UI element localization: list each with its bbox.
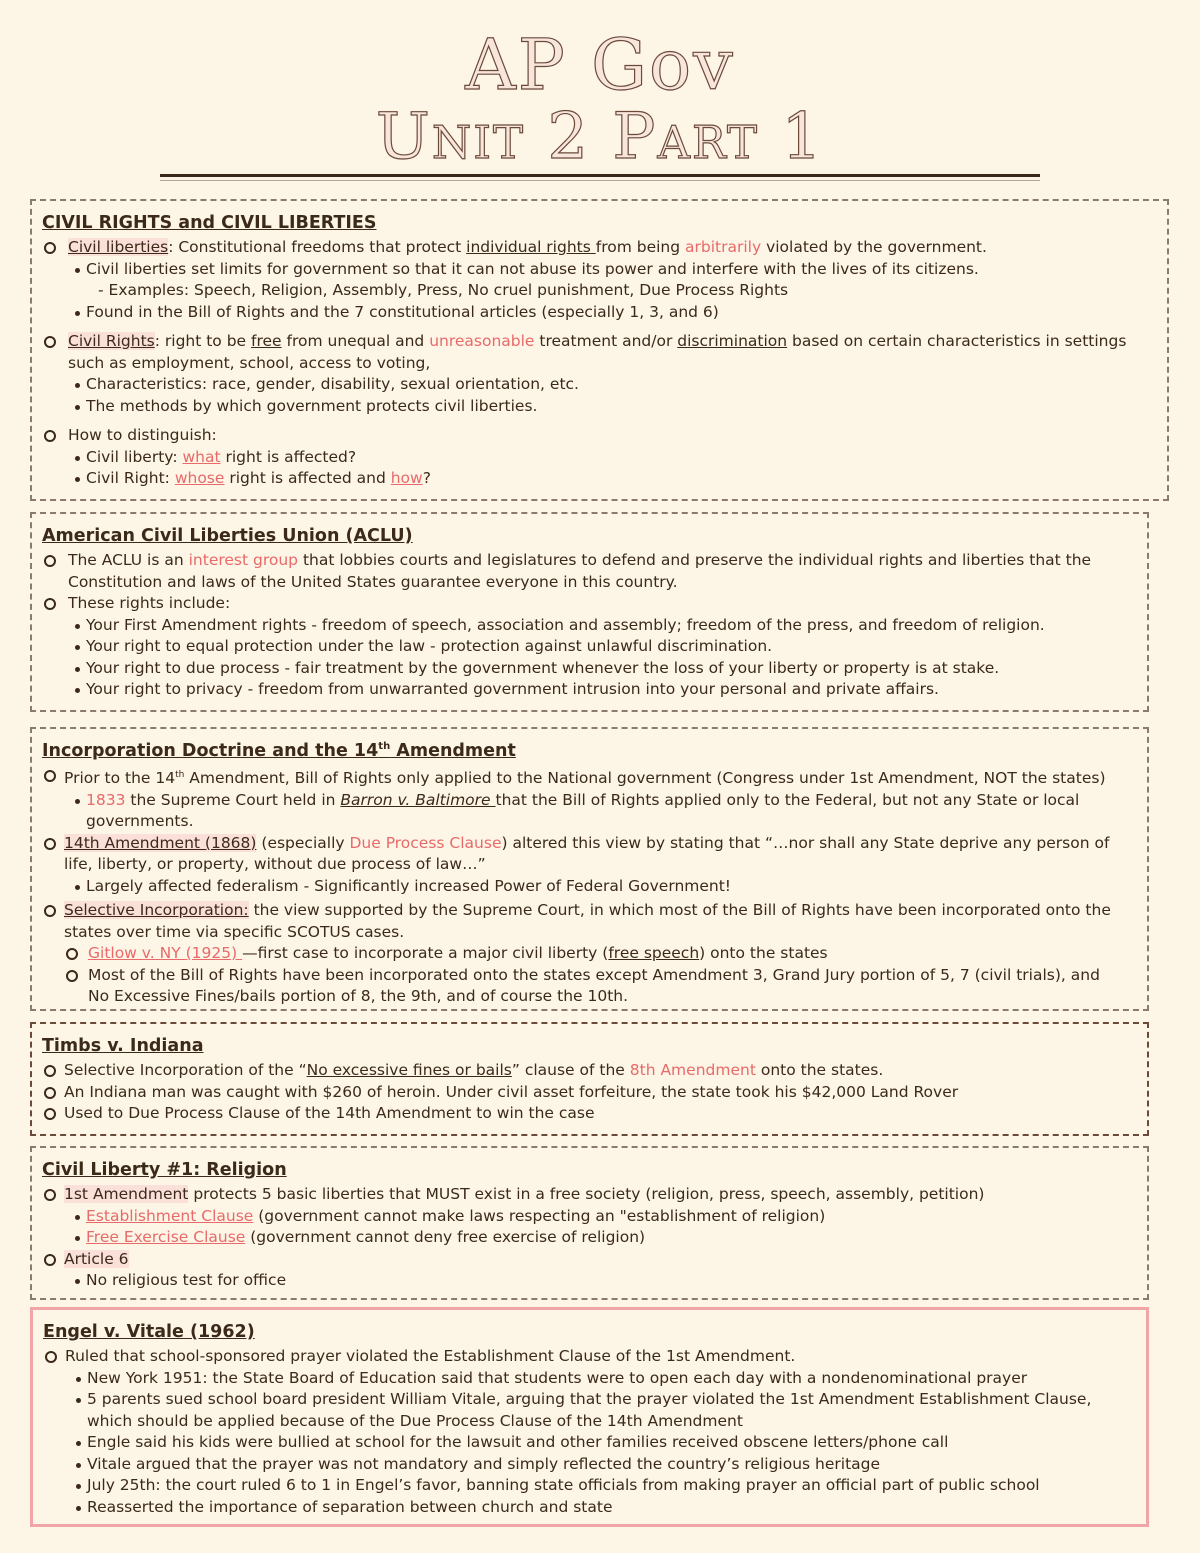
list-item: Article 6 bbox=[42, 1249, 1137, 1271]
list-subitem: Most of the Bill of Rights have been incorporated onto the states except Amendment 3, Grand Jury portion of 5, 7 (civil trials), and bbox=[42, 965, 1137, 987]
list-item-continued: states over time via specific SCOTUS cases. bbox=[64, 922, 405, 941]
section-heading: CIVIL RIGHTS and CIVIL LIBERTIES bbox=[42, 213, 377, 233]
civil-rights-section bbox=[30, 199, 1169, 501]
incorporation-section bbox=[30, 727, 1149, 1011]
list-subitem: Your First Amendment rights - freedom of speech, association and assembly; freedom of the press, and freedom of religion. bbox=[42, 615, 1137, 637]
section-heading: Civil Liberty #1: Religion bbox=[42, 1160, 287, 1180]
list-item: Selective Incorporation: the view supported by the Supreme Court, in which most of the Bill of Rights have been incorporated onto the bbox=[42, 900, 1137, 922]
list-item: The ACLU is an interest group that lobbies courts and legislatures to defend and preserve the individual rights and liberties that the bbox=[42, 550, 1137, 572]
list-item-continued: such as employment, school, access to voting, bbox=[68, 353, 431, 372]
section-heading: Incorporation Doctrine and the 14th Amendment bbox=[42, 741, 516, 761]
list-item: Prior to the 14th Amendment, Bill of Rights only applied to the National government (Congress under 1st Amendment, NOT the states) bbox=[42, 765, 1137, 790]
list-subitem: Found in the Bill of Rights and the 7 constitutional articles (especially 1, 3, and 6) bbox=[42, 302, 1157, 324]
list-item: How to distinguish: bbox=[42, 425, 1157, 447]
list-subitem: Establishment Clause (government cannot make laws respecting an "establishment of religion) bbox=[42, 1206, 1137, 1228]
list-subitem: - Examples: Speech, Religion, Assembly, Press, No cruel punishment, Due Process Rights bbox=[98, 281, 789, 299]
page-subtitle: Unit 2 Part 1 bbox=[375, 100, 825, 174]
list-subitem: Civil Right: whose right is affected and how? bbox=[42, 468, 1157, 490]
list-subitem: 5 parents sued school board president William Vitale, arguing that the prayer violated the 1st Amendment Establishment Clause, bbox=[43, 1389, 1136, 1411]
list-item: Used to Due Process Clause of the 14th Amendment to win the case bbox=[42, 1103, 1137, 1125]
section-heading: Engel v. Vitale (1962) bbox=[43, 1322, 255, 1342]
list-item: Selective Incorporation of the “No excessive fines or bails” clause of the 8th Amendment onto the states. bbox=[42, 1060, 1137, 1082]
list-subitem: The methods by which government protects civil liberties. bbox=[42, 396, 1157, 418]
engel-section bbox=[30, 1307, 1149, 1527]
list-item-continued: Constitution and laws of the United States guarantee everyone in this country. bbox=[68, 572, 678, 591]
list-subitem-continued: No Excessive Fines/bails portion of 8, the 9th, and of course the 10th. bbox=[88, 987, 629, 1006]
title-divider bbox=[160, 174, 1040, 177]
list-subitem-continued: governments. bbox=[86, 812, 194, 831]
section-heading: Timbs v. Indiana bbox=[42, 1036, 204, 1056]
list-subitem: Your right to privacy - freedom from unwarranted government intrusion into your personal and private affairs. bbox=[42, 679, 1137, 701]
list-item-continued: life, liberty, or property, without due process of law…” bbox=[64, 855, 486, 874]
list-subitem: Civil liberties set limits for government so that it can not abuse its power and interfere with the lives of its citizens. bbox=[42, 259, 1157, 281]
timbs-section bbox=[30, 1022, 1149, 1136]
list-item: Ruled that school-sponsored prayer violated the Establishment Clause of the 1st Amendment. bbox=[43, 1346, 1136, 1368]
list-subitem: Characteristics: race, gender, disability, sexual orientation, etc. bbox=[42, 374, 1157, 396]
list-item: Civil Rights: right to be free from unequal and unreasonable treatment and/or discrimination based on certain characteristics in settings bbox=[42, 331, 1157, 353]
page-title: AP Gov bbox=[465, 24, 735, 106]
list-subitem: 1833 the Supreme Court held in Barron v. Baltimore that the Bill of Rights applied only to the Federal, but not any State or local bbox=[42, 790, 1137, 812]
list-item: 1st Amendment protects 5 basic liberties that MUST exist in a free society (religion, press, speech, assembly, petition) bbox=[42, 1184, 1137, 1206]
aclu-section bbox=[30, 512, 1149, 712]
list-subitem: Engle said his kids were bullied at school for the lawsuit and other families received obscene letters/phone call bbox=[43, 1432, 1136, 1454]
title-divider-thin bbox=[160, 180, 1040, 181]
list-item: Civil liberties: Constitutional freedoms that protect individual rights from being arbitrarily violated by the government. bbox=[42, 237, 1157, 259]
list-subitem: Free Exercise Clause (government cannot deny free exercise of religion) bbox=[42, 1227, 1137, 1249]
list-subitem: Reasserted the importance of separation between church and state bbox=[43, 1497, 1136, 1519]
list-item: 14th Amendment (1868) (especially Due Process Clause) altered this view by stating that “…nor shall any State deprive any person of bbox=[42, 833, 1137, 855]
section-heading: American Civil Liberties Union (ACLU) bbox=[42, 526, 413, 546]
list-subitem: New York 1951: the State Board of Education said that students were to open each day with a nondenominational prayer bbox=[43, 1368, 1136, 1390]
religion-section bbox=[30, 1146, 1149, 1300]
list-item: An Indiana man was caught with $260 of heroin. Under civil asset forfeiture, the state took his $42,000 Land Rover bbox=[42, 1082, 1137, 1104]
list-subitem: Your right to equal protection under the law - protection against unlawful discrimination. bbox=[42, 636, 1137, 658]
list-subitem: Vitale argued that the prayer was not mandatory and simply reflected the country’s religious heritage bbox=[43, 1454, 1136, 1476]
list-subitem: Your right to due process - fair treatment by the government whenever the loss of your liberty or property is at stake. bbox=[42, 658, 1137, 680]
list-subitem: No religious test for office bbox=[42, 1270, 1137, 1292]
list-item: These rights include: bbox=[42, 593, 1137, 615]
list-subitem: July 25th: the court ruled 6 to 1 in Engel’s favor, banning state officials from making prayer an official part of public school bbox=[43, 1475, 1136, 1497]
list-subitem-continued: which should be applied because of the Due Process Clause of the 14th Amendment bbox=[87, 1411, 743, 1430]
list-subitem: Gitlow v. NY (1925) —first case to incorporate a major civil liberty (free speech) onto the states bbox=[42, 943, 1137, 965]
list-subitem: Civil liberty: what right is affected? bbox=[42, 447, 1157, 469]
list-subitem: Largely affected federalism - Significantly increased Power of Federal Government! bbox=[42, 876, 1137, 898]
